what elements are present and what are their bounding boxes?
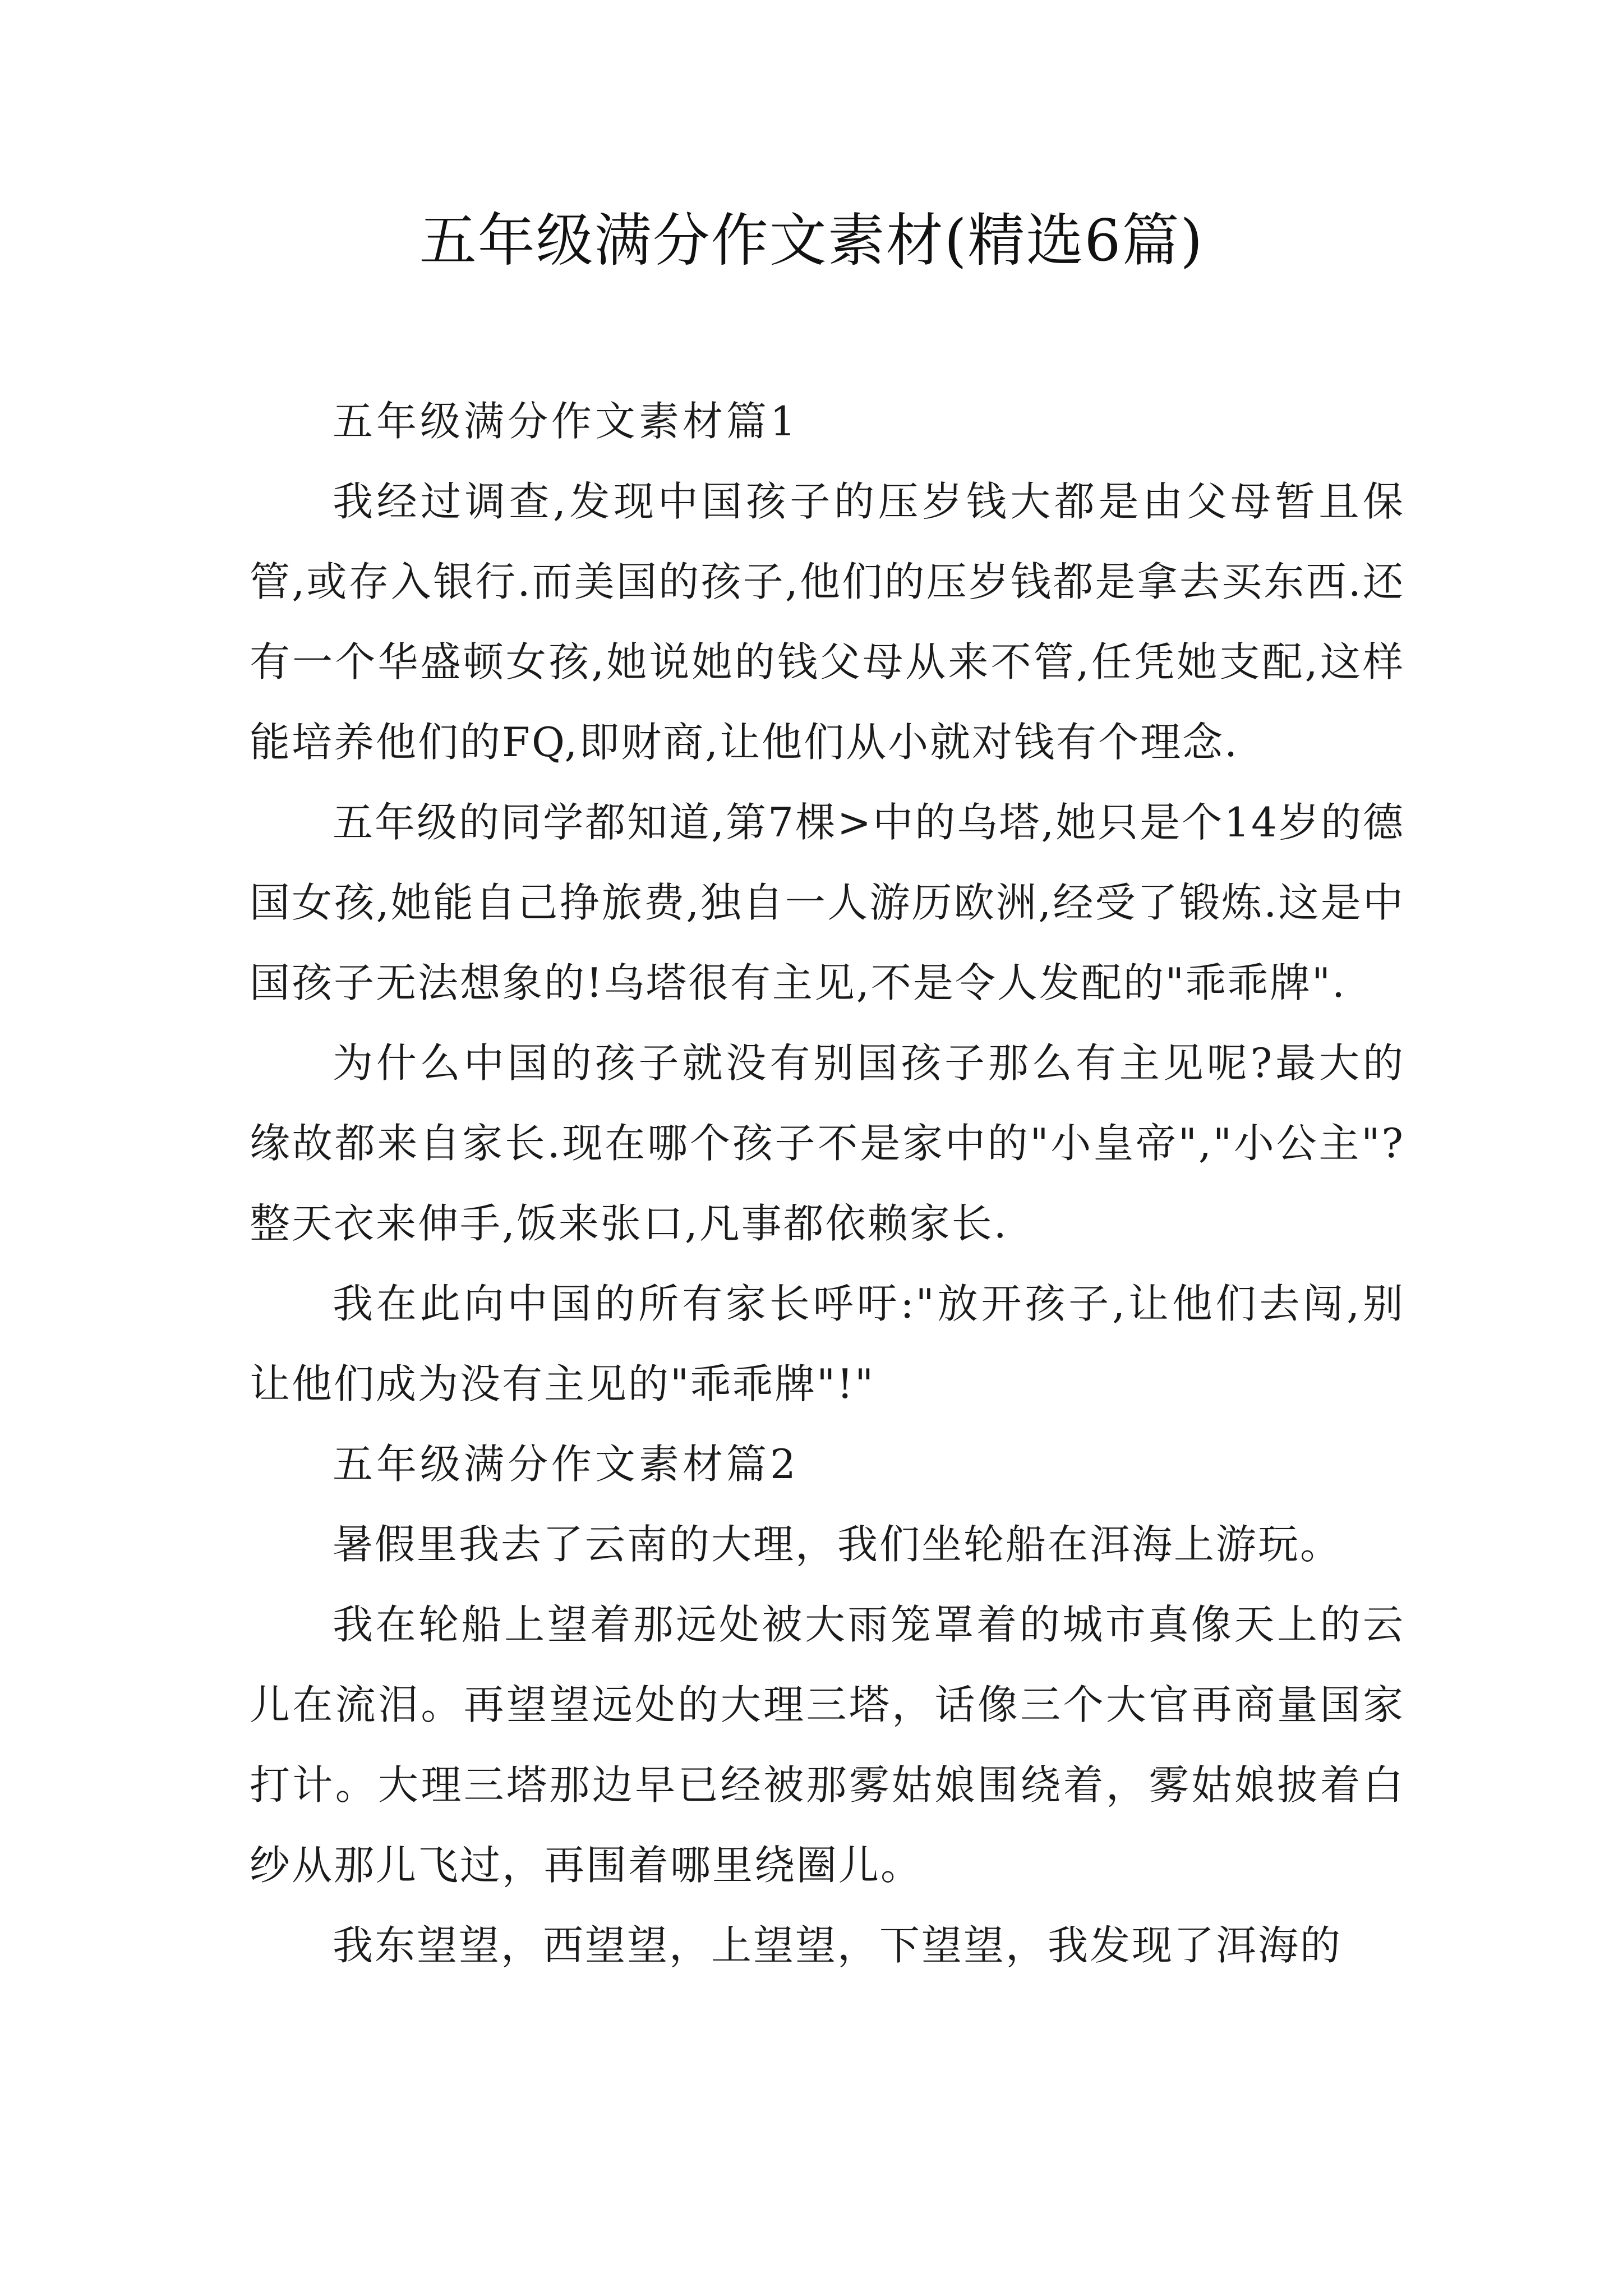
paragraph: 我在轮船上望着那远处被大雨笼罩着的城市真像天上的云儿在流泪。再望望远处的大理三塔，话像三个大官再商量国家打计。大理三塔那边早已经被那雾姑娘围绕着，雾姑娘披着白纱从那儿飞过，再围着哪里绕圈儿。 [250, 1601, 1405, 1889]
document-body [250, 381, 1405, 1986]
paragraph: 我东望望，西望望，上望望，下望望，我发现了洱海的 [333, 1922, 1343, 1969]
paragraph: 我经过调查,发现中国孩子的压岁钱大都是由父母暂且保管,或存入银行.而美国的孩子,他们的压岁钱都是拿去买东西.还有一个华盛顿女孩,她说她的钱父母从来不管,任凭她支配,这样能培养他们的FQ,即财商,让他们从小就对钱有个理念. [250, 478, 1405, 766]
section-heading-2: 五年级满分作文素材篇2 [333, 1441, 799, 1488]
paragraph: 我在此向中国的所有家长呼吁:"放开孩子,让他们去闯,别让他们成为没有主见的"乖乖牌"!" [250, 1280, 1405, 1407]
document-title: 五年级满分作文素材(精选6篇) [419, 208, 1204, 274]
paragraph: 为什么中国的孩子就没有别国孩子那么有主见呢?最大的缘故都来自家长.现在哪个孩子不是家中的"小皇帝","小公主"?整天衣来伸手,饭来张口,凡事都依赖家长. [250, 1039, 1405, 1247]
paragraph: 暑假里我去了云南的大理，我们坐轮船在洱海上游玩。 [333, 1521, 1343, 1568]
section-heading-1: 五年级满分作文素材篇1 [333, 398, 799, 445]
paragraph: 五年级的同学都知道,第7棵>中的乌塔,她只是个14岁的德国女孩,她能自己挣旅费,独自一人游历欧洲,经受了锻炼.这是中国孩子无法想象的!乌塔很有主见,不是令人发配的"乖乖牌". [250, 799, 1405, 1006]
